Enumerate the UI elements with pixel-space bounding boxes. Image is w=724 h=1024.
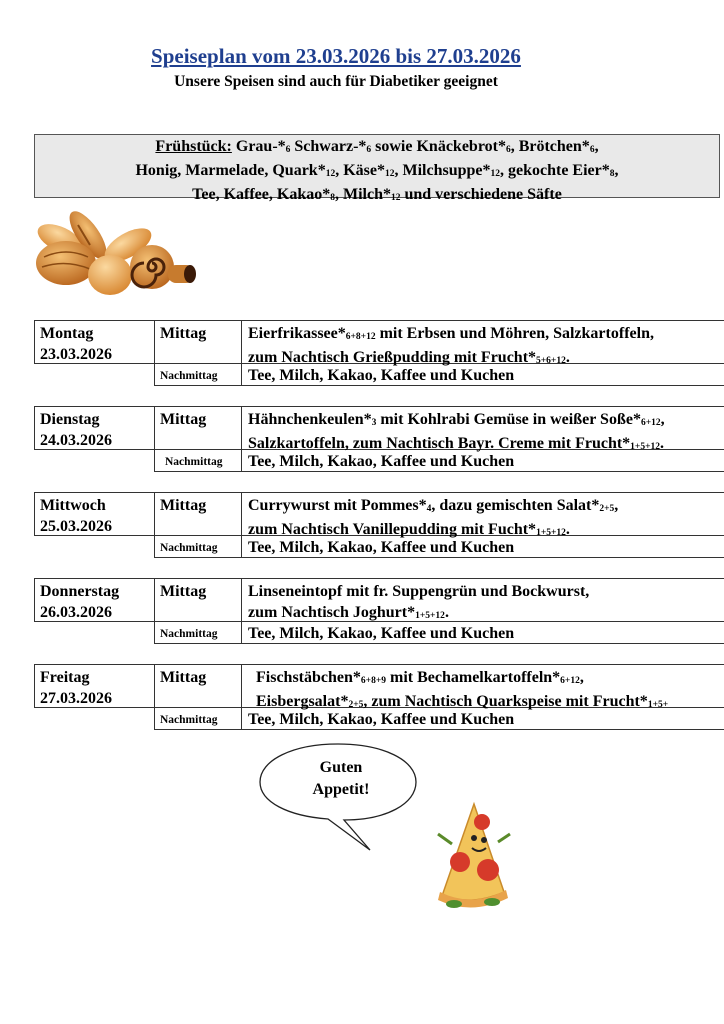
mittag-label: Mittag	[160, 669, 207, 686]
day-name: Donnerstag	[40, 583, 120, 600]
nachmittag-text: Tee, Milch, Kakao, Kaffee und Kuchen	[248, 625, 515, 642]
divider	[241, 406, 242, 471]
mittag-text	[248, 323, 654, 371]
mittag-line-1	[248, 323, 654, 347]
allergen-code: 1+5+12	[630, 442, 660, 452]
text-segment: , Käse*	[335, 162, 385, 179]
divider	[154, 729, 724, 730]
text-segment: mit Kohlrabi Gemüse in weißer Soße*	[376, 411, 641, 428]
mittag-line-1	[256, 667, 668, 691]
text-segment: Fischstäbchen*	[256, 669, 361, 686]
divider	[241, 320, 242, 385]
text-segment: Tee, Kaffee, Kakao*	[192, 186, 331, 203]
divider	[154, 578, 155, 643]
day-date: 24.03.2026	[40, 432, 112, 449]
text-segment: Salzkartoffeln, zum Nachtisch Bayr. Creme mit Frucht*	[248, 435, 631, 452]
day-date: 23.03.2026	[40, 346, 112, 363]
allergen-code: 1+5+	[647, 700, 669, 710]
mittag-text	[248, 409, 665, 457]
mittag-label: Mittag	[160, 411, 207, 428]
allergen-code: 12	[325, 169, 336, 179]
text-segment: und verschiedene Säfte	[400, 186, 562, 203]
text-segment: sowie Knäckebrot*	[371, 138, 506, 155]
day-block	[34, 320, 724, 388]
text-segment: Hähnchenkeulen*	[248, 411, 372, 428]
mittag-label: Mittag	[160, 497, 207, 514]
allergen-code: 6	[366, 145, 372, 155]
mittag-text	[256, 667, 668, 715]
mittag-line-1	[248, 495, 618, 519]
text-segment: ,	[579, 669, 584, 686]
divider	[34, 578, 35, 621]
mittag-line-2	[248, 602, 589, 626]
nachmittag-text: Tee, Milch, Kakao, Kaffee und Kuchen	[248, 711, 515, 728]
text-segment: Grau-*	[231, 138, 286, 155]
text-segment: .	[444, 604, 449, 621]
allergen-code: 12	[384, 169, 395, 179]
allergen-code: 6+8+12	[345, 332, 376, 342]
text-segment: Schwarz-*	[290, 138, 367, 155]
page-title: Speiseplan vom 23.03.2026 bis 27.03.2026	[151, 44, 521, 68]
allergen-code: 8	[330, 193, 335, 203]
divider	[154, 557, 724, 558]
divider	[154, 406, 155, 471]
divider	[34, 578, 724, 579]
text-segment: .	[565, 349, 570, 366]
text-segment: ,	[614, 162, 619, 179]
day-block	[34, 578, 724, 646]
mittag-text	[248, 495, 618, 543]
divider	[34, 406, 724, 407]
divider	[154, 385, 724, 386]
day-name: Freitag	[40, 669, 90, 686]
text-segment: Currywurst mit Pommes*	[248, 497, 427, 514]
allergen-code: 6+8+9	[360, 676, 386, 686]
pizza-mascot-icon	[412, 800, 518, 912]
text-segment: , gekochte Eier*	[500, 162, 610, 179]
allergen-code: 1+5+12	[415, 611, 445, 621]
bubble-line-1: Guten	[319, 759, 363, 776]
nachmittag-label: Nachmittag	[160, 370, 218, 382]
mittag-line-1	[248, 581, 589, 602]
nachmittag-text: Tee, Milch, Kakao, Kaffee und Kuchen	[248, 453, 515, 470]
mittag-text	[248, 581, 589, 626]
text-segment: zum Nachtisch Vanillepudding mit Fucht*	[248, 521, 537, 538]
day-name-date	[40, 495, 112, 537]
text-segment: Eisbergsalat*	[256, 693, 349, 710]
allergen-code: 4	[426, 504, 432, 514]
fruehstueck-line-2	[35, 160, 719, 184]
text-segment: Linseneintopf mit fr. Suppengrün und Bockwurst,	[248, 583, 590, 600]
text-segment: Honig, Marmelade, Quark*	[135, 162, 326, 179]
fruehstueck-label: Frühstück:	[155, 138, 232, 155]
allergen-code: 8	[609, 169, 615, 179]
text-segment: , Brötchen*	[510, 138, 590, 155]
divider	[241, 664, 242, 729]
divider	[34, 406, 35, 449]
day-name: Dienstag	[40, 411, 100, 428]
allergen-code: 12	[390, 193, 401, 203]
day-name-date	[40, 667, 112, 709]
day-name-date	[40, 581, 119, 623]
fruehstueck-line-1-text	[232, 138, 599, 155]
allergen-code: 5+6+12	[536, 356, 566, 366]
mittag-line-1	[248, 409, 665, 433]
nachmittag-text: Tee, Milch, Kakao, Kaffee und Kuchen	[248, 539, 515, 556]
nachmittag-label: Nachmittag	[160, 628, 218, 640]
allergen-code: 6+12	[560, 676, 580, 686]
divider	[34, 320, 724, 321]
bubble-line-2: Appetit!	[312, 781, 370, 798]
text-segment: ,	[594, 138, 599, 155]
divider	[154, 643, 724, 644]
nachmittag-text: Tee, Milch, Kakao, Kaffee und Kuchen	[248, 367, 515, 384]
day-block	[34, 406, 724, 474]
divider	[34, 664, 724, 665]
nachmittag-label: Nachmittag	[160, 714, 218, 726]
text-segment: .	[660, 435, 664, 452]
divider	[154, 320, 155, 385]
divider	[241, 492, 242, 557]
bread-basket-icon	[32, 205, 200, 301]
allergen-code: 12	[490, 169, 500, 179]
text-segment: , zum Nachtisch Quarkspeise mit Frucht*	[363, 693, 648, 710]
divider	[154, 664, 155, 729]
page-subtitle: Unsere Speisen sind auch für Diabetiker geeignet	[174, 73, 498, 90]
divider	[34, 664, 35, 707]
text-segment: ,	[660, 411, 665, 428]
text-segment: .	[565, 521, 570, 538]
divider	[34, 492, 724, 493]
text-segment: zum Nachtisch Grießpudding mit Frucht*	[248, 349, 537, 366]
day-date: 25.03.2026	[40, 518, 112, 535]
mittag-label: Mittag	[160, 325, 207, 342]
allergen-code: 2+5	[599, 504, 615, 514]
text-segment: ,	[614, 497, 619, 514]
text-segment: mit Bechamelkartoffeln*	[385, 669, 561, 686]
text-segment: mit Erbsen und Möhren, Salzkartoffeln,	[375, 325, 654, 342]
allergen-code: 2+5	[348, 700, 364, 710]
day-name: Mittwoch	[40, 497, 106, 514]
divider	[154, 471, 724, 472]
day-date: 26.03.2026	[40, 604, 112, 621]
fruehstueck-line-1	[35, 136, 719, 160]
day-name-date	[40, 409, 112, 451]
text-segment: zum Nachtisch Joghurt*	[248, 604, 416, 621]
divider	[154, 492, 155, 557]
allergen-code: 6	[505, 145, 511, 155]
allergen-code: 6	[589, 145, 595, 155]
fruehstueck-box	[34, 134, 720, 203]
day-block	[34, 664, 724, 732]
nachmittag-label: Nachmittag	[160, 542, 218, 554]
nachmittag-label: Nachmittag	[165, 456, 223, 468]
day-name-date	[40, 323, 112, 365]
day-block	[34, 492, 724, 560]
text-segment: Eierfrikassee*	[248, 325, 346, 342]
allergen-code: 1+5+12	[536, 528, 566, 538]
day-name: Montag	[40, 325, 94, 342]
allergen-code: 3	[371, 418, 377, 428]
text-segment: , dazu gemischten Salat*	[431, 497, 600, 514]
text-segment: , Milchsuppe*	[394, 162, 491, 179]
day-date: 27.03.2026	[40, 690, 112, 707]
allergen-code: 6	[285, 145, 291, 155]
bubble-text	[258, 757, 424, 801]
text-segment: , Milch*	[334, 186, 391, 203]
divider	[34, 320, 35, 363]
mittag-label: Mittag	[160, 583, 207, 600]
divider	[241, 578, 242, 643]
allergen-code: 6+12	[640, 418, 661, 428]
divider	[34, 492, 35, 535]
